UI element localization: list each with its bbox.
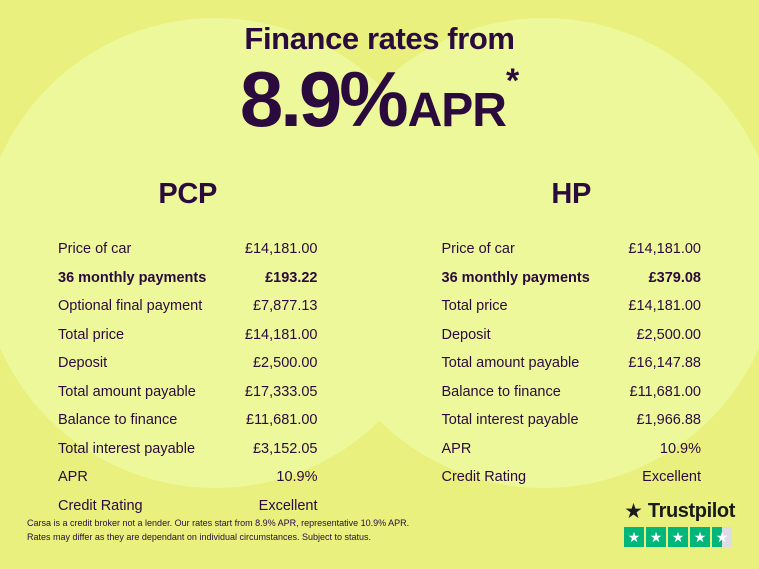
table-row [442,435,702,464]
star-icon-5-half: ★ [712,527,732,547]
table-row [442,406,702,435]
row-label: Credit Rating [58,497,143,514]
table-row [442,349,702,378]
hp-column [380,178,759,523]
row-label: Total interest payable [441,412,579,428]
star-icon-4: ★ [690,527,710,547]
trustpilot-logo [624,500,735,523]
page-title: Finance rates from [244,21,515,56]
rate-unit: APR [407,84,506,138]
trustpilot-wordmark: Trustpilot [647,500,735,522]
table-row [58,406,318,435]
trustpilot-rating-stars [624,527,735,547]
row-label: Total interest payable [58,440,196,457]
table-row [58,349,318,378]
table-row [442,463,702,492]
row-value: £2,500.00 [252,355,318,371]
row-label: Deposit [441,326,491,343]
row-label: Balance to finance [441,383,561,400]
row-value: £14,181.00 [628,241,701,257]
row-value: £17,333.05 [244,383,318,400]
table-row [58,235,318,264]
row-value: 10.9% [659,440,701,457]
row-value: £193.22 [265,269,318,286]
row-value: £3,152.05 [252,440,318,457]
pcp-column [0,178,380,520]
row-value: £11,681.00 [246,412,318,428]
row-value: £14,181.00 [628,298,701,314]
row-value: £11,681.00 [629,383,701,400]
star-icon-3: ★ [668,527,688,547]
row-value: £14,181.00 [244,241,318,257]
row-value: £379.08 [648,269,701,286]
row-label: Optional final payment [58,298,203,314]
star-icon-2: ★ [646,527,666,547]
disclaimer-line-2: Rates may differ as they are dependant on individual circumstances. Subject to status. [27,532,372,543]
star-icon-1: ★ [624,527,644,547]
row-value: Excellent [642,469,701,485]
row-value: 10.9% [276,469,318,485]
row-value: £7,877.13 [252,298,318,314]
row-value: £14,181.00 [244,326,318,343]
row-label: APR [441,440,472,457]
pcp-title: PCP [158,178,218,210]
row-value: £2,500.00 [636,326,701,343]
table-row [58,292,318,321]
finance-rate-display [0,55,759,144]
row-label: Total price [58,326,125,343]
row-label: Total price [441,298,508,314]
table-row [58,463,318,492]
finance-comparison [0,178,759,523]
row-label: 36 monthly payments [58,269,207,286]
row-label: Total amount payable [441,355,580,371]
row-label: APR [58,469,88,485]
trustpilot-star-icon: ★ [624,500,643,523]
table-row [442,292,702,321]
row-label: Credit Rating [441,469,527,485]
row-label: Price of car [58,241,132,257]
table-row [442,321,702,350]
disclaimer [27,517,409,545]
table-row [58,378,318,407]
table-row [442,235,702,264]
table-row [58,435,318,464]
row-label: Price of car [441,241,515,257]
table-row [442,264,702,293]
row-value: £16,147.88 [628,355,701,371]
rate-value: 8.9% [239,55,406,144]
hp-title: HP [551,178,592,210]
row-value: Excellent [258,497,318,514]
table-row [58,492,318,521]
row-label: Total amount payable [58,383,196,400]
table-row [58,264,318,293]
row-label: Balance to finance [58,412,178,428]
trustpilot-badge [624,500,735,547]
disclaimer-line-1: Carsa is a credit broker not a lender. Our rates start from 8.9% APR, representative 10.9% APR. [27,518,410,529]
row-label: 36 monthly payments [441,269,590,286]
asterisk-marker: * [505,62,520,101]
row-value: £1,966.88 [636,412,701,428]
row-label: Deposit [58,355,108,371]
table-row [442,378,702,407]
table-row [58,321,318,350]
